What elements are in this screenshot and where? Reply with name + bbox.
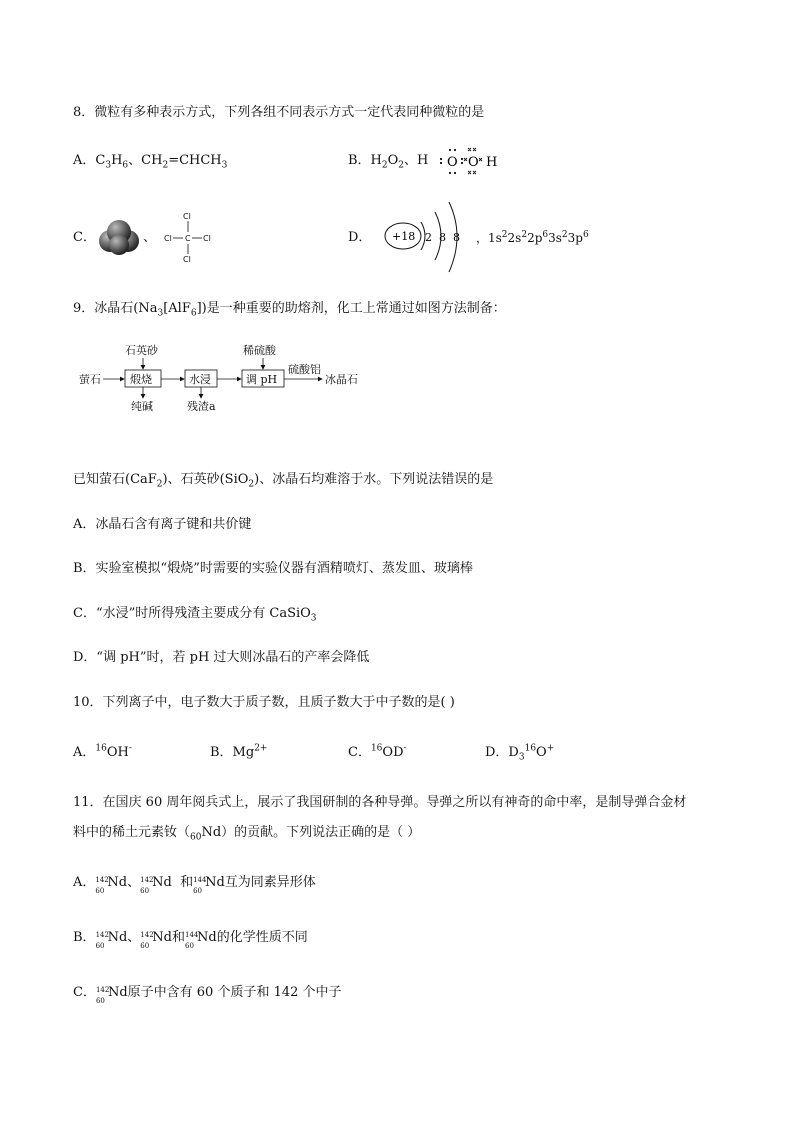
text: C． [73,985,96,1000]
text: 2+ [254,743,268,754]
text: 2s [507,231,522,245]
text: 3s [548,231,562,245]
nd144-isotope-symbol [185,929,199,950]
text: 2 [156,479,163,490]
q9-option-d: D．“调 pH”时，若 pH 过大则冰晶石的产率会降低 [73,650,370,665]
argon-atomic-structure-diagram [383,198,483,278]
text: 2 [162,160,169,171]
shell-1-count: 2 [425,231,432,244]
text: - [403,743,407,754]
nd142-isotope-symbol [95,874,109,895]
q8-option-c-separator: 、 [143,230,157,245]
shell-2-count: 8 [439,231,446,244]
text: 的化学性质不同 [216,930,308,945]
text: 60 [140,887,150,895]
text: Nd [205,875,225,890]
text: 60 [193,887,203,895]
text: )、冰晶石均难溶于水。下列说法错误的是 [254,472,494,487]
space-filling-model [96,218,142,256]
text: 、 [127,875,141,890]
text: 3 [105,160,112,171]
q11-option-a [73,874,316,895]
text: 2 [398,160,405,171]
text: 142 [95,931,109,939]
h2o2-electron-dot-structure [424,144,500,178]
text: Nd [152,930,172,945]
text: C．“水浸”时所得残渣主要成分有 CaSiO [73,606,311,621]
text: OH [106,745,129,760]
text: =CHCH [168,153,222,168]
q11-stem-line-1: 11．在国庆 60 周年阅兵式上，展示了我国研制的各种导弹。导弹之所以有神奇的命中率，是制导弹合金材 [73,795,687,810]
text: 2 [381,160,388,171]
text: 、H [404,153,429,168]
text: 2 [521,230,528,240]
flow-start-fluorite: 萤石 [79,373,101,386]
text: 互为同素异形体 [224,875,316,890]
text: + [546,743,555,754]
nd142-isotope-symbol [95,984,110,1005]
text: OD [382,745,404,760]
text: 142 [140,876,154,884]
text: 60 [95,997,105,1005]
q10-option-b [210,744,267,762]
q11-stem-line-2 [73,824,420,842]
flow-input-soda-ash: 纯碱 [131,400,153,413]
text: ，1s [476,231,502,245]
chlorine-top: Cl [183,212,191,221]
text: 原子中含有 60 个质子和 142 个中子 [127,985,342,1000]
flow-input-dilute-sulfuric-acid: 稀硫酸 [243,344,276,357]
text: Nd）的贡献。下列说法正确的是（ ） [201,825,421,840]
flow-end-cryolite: 冰晶石 [325,373,358,386]
nd143-isotope-symbol [140,874,154,895]
text: 142 [95,876,109,884]
text: H [111,153,123,168]
q8-option-a [73,152,227,170]
q8-option-b [348,152,428,170]
text: B． [73,930,96,945]
q11-option-b [73,929,308,950]
flow-box-adjust-ph-label: 调 pH [246,373,278,386]
q10-option-c [348,744,407,762]
text: 60 [95,887,105,895]
text: B．H [348,153,382,168]
text: 60 [190,832,202,843]
q10-stem: 10．下列离子中，电子数大于质子数，且质子数大于中子数的是( ) [73,695,455,710]
text: 3 [221,160,228,171]
nucleus-charge: +18 [392,230,416,243]
oxygen-atom-2: O [468,155,479,170]
ccl4-structural-formula [160,210,216,266]
text: 142 [95,986,110,994]
text: 6 [542,230,549,240]
q9-option-c [73,605,317,623]
text: 、CH [128,153,163,168]
nd143-isotope-symbol [140,929,154,950]
text: )、石英砂(SiO [162,472,249,487]
text: 2 [248,479,255,490]
text: Nd [197,930,217,945]
q9-option-b: B．实验室模拟“煅烧”时需要的实验仪器有酒精喷灯、蒸发皿、玻璃棒 [73,561,473,576]
text: 6 [122,160,129,171]
flow-box-calcination-label: 煅烧 [130,373,152,386]
text: 料中的稀土元素钕（ [73,825,191,840]
process-flow-diagram [75,340,375,420]
text: 和 [180,875,194,890]
q9-stem [73,300,506,318]
text: A．C [73,153,106,168]
text: 6 [582,230,589,240]
text: 6 [190,308,197,319]
text: 、 [127,930,141,945]
q8-stem: 8．微粒有多种表示方式，下列各组不同表示方式一定代表同种微粒的是 [73,105,485,120]
text: D．D [485,745,519,760]
text: 2 [501,230,508,240]
q11-option-c [73,984,342,1005]
text: 60 [185,942,194,950]
oxygen-atom-1: O [447,155,458,170]
text: 16 [95,743,107,754]
text: 60 [95,942,105,950]
q9-known-conditions [73,471,493,489]
q8-option-c-label: C． [73,230,96,245]
flow-box-water-leach-label: 水浸 [189,373,211,386]
text: 2 [561,230,568,240]
text: 和 [171,930,185,945]
shell-3-count: 8 [453,231,460,244]
text: 144 [193,876,207,884]
text: 60 [140,942,150,950]
nd144-isotope-symbol [193,874,207,895]
q9-option-a: A．冰晶石含有离子键和共价键 [73,517,252,532]
text: 3 [518,752,525,763]
q8-option-d-label: D． [348,230,372,245]
text: 3 [310,613,317,624]
text: 3 [157,308,164,319]
carbon-center: C [185,234,191,243]
text: 3p [567,231,583,245]
text: 142 [140,931,154,939]
text: B．Mg [210,745,255,760]
electron-configuration [476,229,589,247]
nd142-isotope-symbol [95,929,109,950]
hydrogen-atom-2: H [486,155,498,170]
text: O [536,745,547,760]
text: 9．冰晶石(Na [73,301,158,316]
flow-arrow-aluminum-sulfate: 硫酸铝 [288,363,321,376]
chlorine-right: Cl [203,234,211,243]
text: Nd [107,875,128,890]
text: - [128,743,132,754]
text: Nd [152,875,172,890]
flow-input-quartz-sand: 石英砂 [125,344,158,357]
flow-output-residue-a: 残渣a [187,400,216,413]
q10-option-d [485,744,554,762]
text: 144 [185,931,199,939]
text: Nd [107,930,128,945]
text: 已知萤石(CaF [73,472,157,487]
q10-option-a [73,744,132,762]
text: [AlF [163,301,191,316]
text: Nd [107,985,128,1000]
text: O [387,153,399,168]
text: ])是一种重要的助熔剂，化工上常通过如图方法制备： [196,301,506,316]
text: 16 [524,743,537,754]
text: C． [348,745,371,760]
text: 16 [370,743,383,754]
text: A． [73,745,96,760]
text: A． [73,875,96,890]
chlorine-left: Cl [164,234,172,243]
text: 2p [527,231,543,245]
chlorine-bottom: Cl [183,255,191,264]
